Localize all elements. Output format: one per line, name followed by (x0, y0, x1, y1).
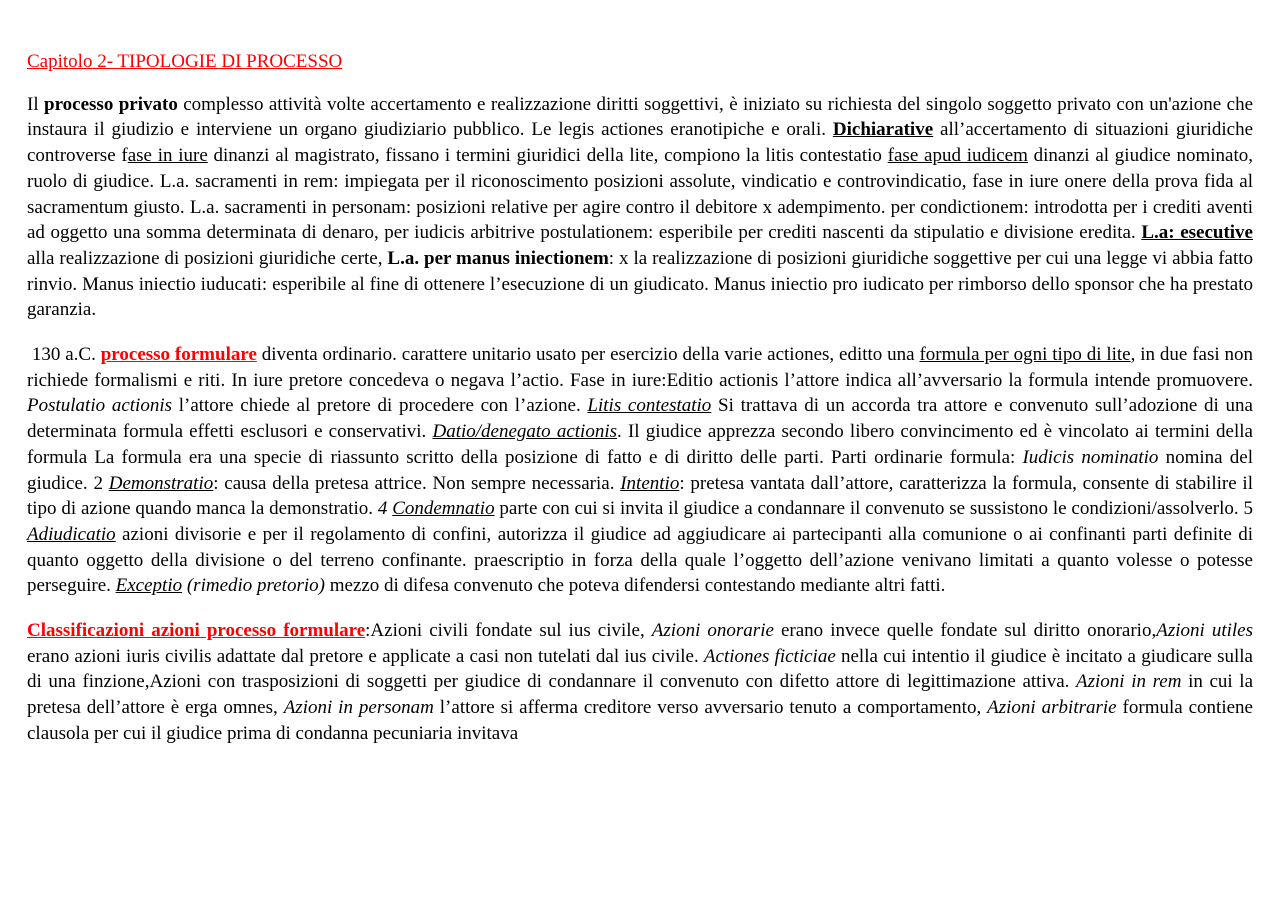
text-run: L.a. per manus iniectionem (387, 247, 609, 269)
text-run: Classificazioni azioni processo formulare (27, 620, 366, 642)
text-run: Adiudicatio (27, 523, 116, 545)
text-run: Azioni in personam (283, 697, 434, 719)
text-run: Iudicis nominatio (1022, 446, 1159, 468)
text-run: diventa ordinario. carattere unitario usato per esercizio della varie actiones, editto una (256, 344, 920, 366)
text-run: Litis contestatio (587, 395, 712, 417)
text-run: Il (27, 93, 45, 115)
text-run: : pretesa vantata dall’attore, caratterizza la formula, consente di stabilire il tipo di azione quando manca la demonstratio. (27, 472, 1253, 520)
text-run: L.a: esecutive (1141, 222, 1253, 244)
text-run: Azioni onorarie (651, 620, 774, 642)
text-run: Datio/denegato actionis (432, 421, 618, 443)
paragraph-processo-formulare (27, 342, 1253, 599)
text-run: : causa della pretesa attrice. Non sempre necessaria. (213, 472, 621, 494)
text-run: Dichiarative (832, 119, 934, 141)
text-run: erano azioni iuris civilis adattate dal pretore e applicate a casi non tutelati dal ius civile. (27, 645, 704, 667)
text-run: Azioni in rem (1076, 671, 1182, 693)
text-run: parte con cui si invita il giudice a condannare il convenuto se sussistono le condizioni/assolverlo. 5 (494, 498, 1253, 520)
paragraph-classificazioni (27, 618, 1253, 747)
text-run: Condemnatio (392, 498, 495, 520)
chapter-title: Capitolo 2- TIPOLOGIE DI PROCESSO (27, 51, 343, 72)
text-run: : x la realizzazione di posizioni giuridiche soggettive per cui una legge vi abbia fatto rinvio. Manus iniectio iuducati: esperibile al fine di ottenere l’esecuzione di un giudicato. Manus iniectio pro iudicato per rimborso dello sponsor che ha prestato garanzia. (27, 247, 1254, 321)
text-run: 130 a.C. (31, 344, 101, 366)
text-run: , in due fasi non richiede formalismi e riti. In iure pretore concedeva o negava l’actio. Fase in iure:Editio actionis l’attore indica all’avversario la formula intende promuovere. (27, 344, 1254, 391)
text-run: alla realizzazione di posizioni giuridiche certe, (27, 247, 388, 269)
text-run: (rimedio pretorio) (182, 575, 325, 597)
text-run: complesso attività volte accertamento e realizzazione diritti soggettivi, è iniziato su richiesta del singolo soggetto privato con un'azione che instaura il giudizio e interviene un organo giudiziario pubblico. Le legis actiones eranotipiche e orali. (27, 93, 1254, 141)
text-run: formula contiene clausola per cui il giudice prima di condanna pecuniaria invitava (27, 697, 1253, 744)
text-run: Exceptio (115, 575, 183, 597)
text-run: Actiones ficticiae (703, 645, 836, 667)
text-run: fase apud iudicem (887, 145, 1028, 167)
text-run: Azioni utiles (1156, 620, 1253, 642)
text-run: l’attore chiede al pretore di procedere con l’azione. (172, 395, 588, 417)
text-run: azioni divisorie e per il regolamento di confini, autorizza il giudice ad aggiudicare ai partecipanti alla comunione o ai confinanti parti definite di quanto oggetto della divisione o del terreno confinante. praescriptio in forza della quale l’oggetto dell’azione venivano limitati a quanto volesse o potesse perseguire. (27, 523, 1253, 597)
document-page (27, 49, 1253, 747)
text-run: :Azioni civili fondate sul ius civile, (365, 620, 652, 642)
text-run: formula per ogni tipo di lite (919, 344, 1131, 366)
text-run: Azioni arbitrarie (987, 697, 1117, 719)
text-run: erano invece quelle fondate sul diritto onorario, (773, 620, 1157, 642)
text-run: in cui la pretesa dell’attore è erga omnes, (27, 671, 1254, 719)
text-run: Intentio (620, 472, 680, 494)
paragraph-processo-privato (27, 92, 1253, 323)
text-run: dinanzi al magistrato, fissano i termini giuridici della lite, compiono la litis contestatio (207, 145, 888, 167)
text-run: mezzo di difesa convenuto che poteva difendersi contestando mediante altri fatti. (324, 575, 946, 597)
text-run: Si trattava di un accorda tra attore e convenuto sull’adozione di una determinata formula effetti esclusori e conservativi. (27, 395, 1253, 443)
text-run: dinanzi al giudice nominato, ruolo di giudice. L.a. sacramenti in rem: impiegata per il riconoscimento posizioni assolute, vindicatio e controvindicatio, fase in iure onere della prova fida al sacramentum giusto. L.a. sacramenti in personam: posizioni relative per agire contro il debitore x adempimento. per condictionem: introdotta per i crediti aventi ad oggetto una somma determinata di denaro, per iudicis arbitrive postulationem: esperibile per crediti nascenti da stipulatio e divisione eredita. (27, 145, 1253, 244)
text-run: processo formulare (100, 344, 257, 366)
text-run: nella cui intentio il giudice è incitato a giudicare sulla di una finzione,Azioni con trasposizioni di soggetti per giudice di condannare il convenuto con difetto attore di legittimazione attiva. (27, 645, 1253, 693)
text-run: processo privato (44, 93, 178, 115)
text-run: ase in iure (127, 145, 208, 167)
text-run: Demonstratio (108, 472, 214, 494)
text-run: . Il giudice apprezza secondo libero convincimento ed è vincolato ai termini della formula La formula era una specie di riassunto scritto della posizione di fatto e di diritto delle parti. Parti ordinarie formula: (27, 421, 1253, 468)
text-run: l’attore si afferma creditore verso avversario tenuto a comportamento, (433, 697, 988, 719)
text-run: nomina del giudice. 2 (27, 446, 1253, 494)
text-run: 4 (377, 498, 393, 520)
text-run: Postulatio actionis (27, 395, 172, 417)
text-run: all’accertamento di situazioni giuridiche controverse f (27, 119, 1254, 167)
